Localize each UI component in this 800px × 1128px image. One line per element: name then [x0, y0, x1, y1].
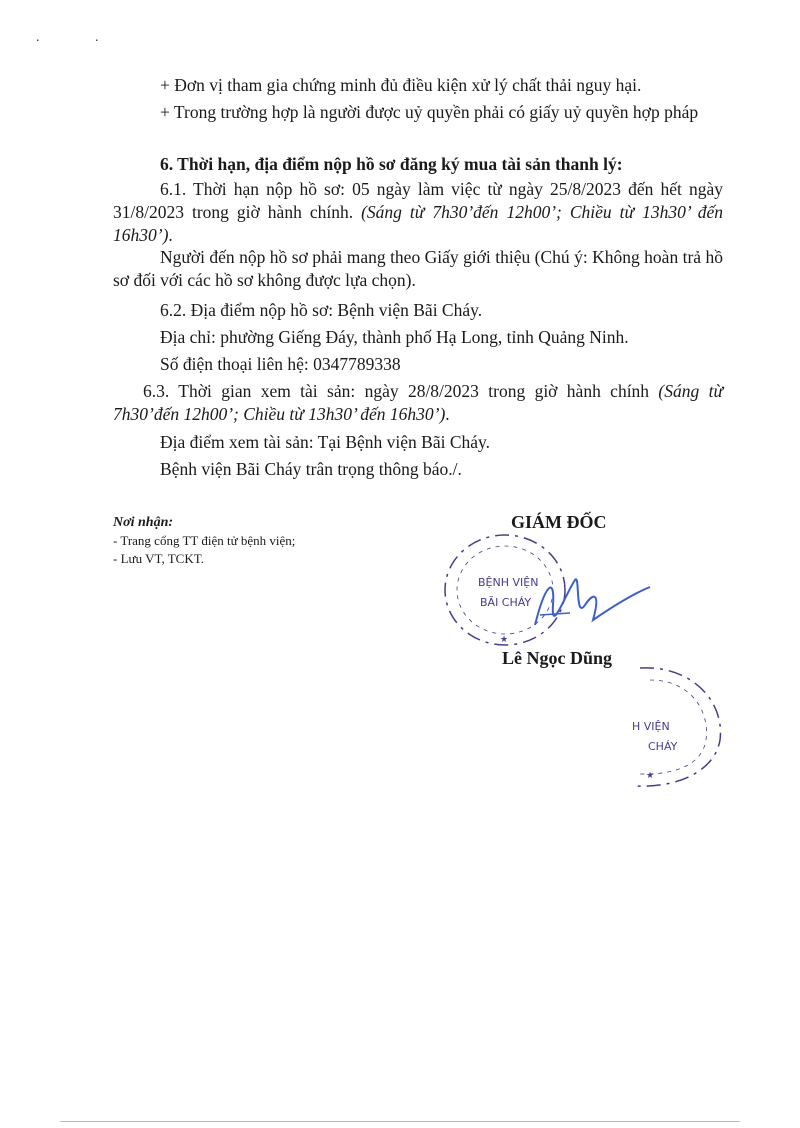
signature-icon	[525, 565, 655, 645]
phone-line: Số điện thoại liên hệ: 0347789338	[160, 354, 401, 374]
partial-seal-line-1: H VIỆN	[632, 720, 670, 733]
line-waste-condition: + Đơn vị tham gia chứng minh đủ điều kiện xử lý chất thải nguy hại.	[160, 75, 642, 95]
partial-seal-line-2: CHÁY	[648, 740, 678, 753]
section-6-3-period: .	[445, 404, 450, 424]
line-authorization: + Trong trường hợp là người được uỷ quyền phải có giấy uỷ quyền hợp pháp	[160, 102, 699, 122]
svg-text:★: ★	[646, 771, 655, 781]
recipient-item: - Lưu VT, TCKT.	[113, 551, 204, 566]
seal-line-1: BỆNH VIỆN	[478, 576, 539, 589]
section-6-1	[113, 178, 723, 247]
section-6-2: 6.2. Địa điểm nộp hồ sơ: Bệnh viện Bãi Cháy.	[160, 300, 483, 320]
seal-line-2: BÃI CHÁY	[480, 596, 532, 609]
section-6-heading: 6. Thời hạn, địa điểm nộp hồ sơ đăng ký mua tài sản thanh lý:	[160, 154, 623, 174]
section-6-1-period: .	[168, 225, 173, 245]
recipients-block	[113, 514, 295, 568]
section-6-1-hours: (Sáng từ 7h30’đến 12h00’; Chiều từ 13h30’ đến 16h30’)	[113, 202, 723, 245]
closing-line: Bệnh viện Bãi Cháy trân trọng thông báo./.	[160, 459, 462, 479]
note-paragraph: Người đến nộp hồ sơ phải mang theo Giấy giới thiệu (Chú ý: Không hoàn trả hồ sơ đối với các hồ sơ không được lựa chọn).	[113, 247, 723, 290]
partial-seal-icon	[610, 660, 730, 790]
signature-title: GIÁM ĐỐC	[511, 512, 607, 532]
address-line: Địa chỉ: phường Giếng Đáy, thành phố Hạ Long, tỉnh Quảng Ninh.	[160, 327, 629, 347]
page-bottom-edge	[60, 1121, 740, 1122]
svg-text:★: ★	[500, 635, 509, 645]
section-6-3-hours: (Sáng từ 7h30’đến 12h00’; Chiều từ 13h30’ đến 16h30’)	[113, 381, 724, 424]
scan-marks: . .	[36, 30, 125, 45]
section-6-1-text: 6.1. Thời hạn nộp hồ sơ: 05 ngày làm việc từ ngày 25/8/2023 đến hết ngày 31/8/2023 trong giờ hành chính.	[113, 179, 723, 222]
section-6-3	[113, 380, 723, 426]
signer-name: Lê Ngọc Dũng	[502, 648, 613, 668]
view-place-line: Địa điểm xem tài sản: Tại Bệnh viện Bãi Cháy.	[160, 432, 490, 452]
recipients-title: Nơi nhận:	[113, 515, 174, 530]
recipient-item: - Trang cổng TT điện tử bệnh viện;	[113, 533, 296, 548]
section-6-3-text: 6.3. Thời gian xem tài sản: ngày 28/8/2023 trong giờ hành chính	[143, 381, 659, 401]
